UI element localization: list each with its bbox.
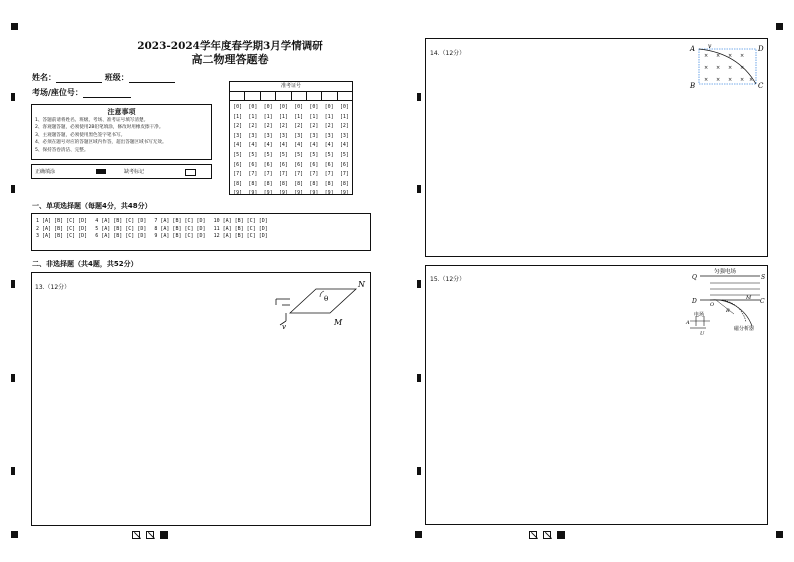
svg-text:×: × xyxy=(704,65,709,71)
digit-bubble[interactable]: [4] xyxy=(233,142,243,149)
q13-N: N xyxy=(358,280,365,289)
digit-bubble[interactable]: [6] xyxy=(339,161,349,168)
q15-title: 匀强电场 xyxy=(714,269,737,275)
choice-item[interactable]: 11 [A] [B] [C] [D] xyxy=(213,225,268,232)
digit-bubble[interactable]: [2] xyxy=(294,123,304,130)
digit-bubble[interactable]: [7] xyxy=(324,171,334,178)
digit-bubble[interactable]: [8] xyxy=(309,180,319,187)
digit-bubble[interactable]: [2] xyxy=(248,123,258,130)
q14-answer-box[interactable] xyxy=(425,38,768,257)
choice-item[interactable]: 12 [A] [B] [C] [D] xyxy=(213,233,268,240)
page-title: 2023-2024学年度春学期3月学情调研 xyxy=(137,40,323,52)
q15-label: 15.（12分） xyxy=(430,276,466,283)
fill-legend xyxy=(31,164,212,179)
exam-number-label: 准考证号 xyxy=(230,82,352,92)
digit-bubble[interactable]: [4] xyxy=(324,142,334,149)
svg-text:×: × xyxy=(704,53,709,59)
q15-answer-box[interactable] xyxy=(425,265,768,525)
choice-grid[interactable] xyxy=(31,213,371,251)
timing-mark xyxy=(11,185,15,193)
timing-mark xyxy=(11,467,15,475)
digit-bubble[interactable]: [6] xyxy=(294,161,304,168)
corner-mark xyxy=(11,23,18,30)
digit-column xyxy=(279,103,288,199)
page-subtitle: 高二物理答题卷 xyxy=(191,53,269,66)
class-field[interactable] xyxy=(129,73,175,83)
notice-item: 4、必须在题号对应的答题区域内作答，超出答题区域书写无效。 xyxy=(35,140,167,146)
digit-bubble[interactable]: [0] xyxy=(263,104,273,110)
q15-O: O xyxy=(710,302,715,308)
digit-bubble[interactable]: [0] xyxy=(339,104,349,110)
notice-item: 1、答题前请将姓名、班级、考场、准考证号填写清楚。 xyxy=(35,118,149,123)
digit-bubble[interactable]: [9] xyxy=(233,190,243,197)
digit-bubble[interactable]: [7] xyxy=(278,171,288,178)
q15-C: C xyxy=(760,298,765,305)
digit-bubble[interactable]: [3] xyxy=(339,132,349,139)
q15-A: A xyxy=(686,320,690,326)
notice-heading: 注意事项 xyxy=(107,108,136,116)
digit-column xyxy=(264,103,273,199)
section2-title: 二、非选择题（共4题，共52分） xyxy=(32,260,138,268)
q13-theta: θ xyxy=(324,295,329,303)
digit-bubble[interactable]: [8] xyxy=(324,180,334,187)
digit-bubble[interactable]: [2] xyxy=(324,123,334,130)
digit-bubble[interactable]: [8] xyxy=(278,180,288,187)
q14-A: A xyxy=(690,45,696,53)
digit-column xyxy=(294,103,303,199)
timing-mark xyxy=(417,280,421,288)
timing-mark xyxy=(417,93,421,101)
digit-bubble[interactable]: [8] xyxy=(294,180,304,187)
q15-S: S xyxy=(761,274,766,281)
digit-bubble[interactable]: [2] xyxy=(339,123,349,130)
digit-bubble[interactable]: [6] xyxy=(278,161,288,168)
digit-bubble[interactable]: [1] xyxy=(294,113,304,120)
digit-bubble[interactable]: [9] xyxy=(309,190,319,197)
choice-row xyxy=(36,226,276,234)
digit-bubble[interactable]: [0] xyxy=(309,104,319,110)
q13-label: 13.（12分） xyxy=(35,284,71,291)
digit-bubble[interactable]: [3] xyxy=(309,132,319,139)
digit-bubble[interactable]: [5] xyxy=(263,151,273,158)
q15-Q: Q xyxy=(692,274,697,281)
digit-bubble[interactable]: [7] xyxy=(294,171,304,178)
digit-bubble[interactable]: [9] xyxy=(278,190,288,197)
digit-bubble[interactable]: [0] xyxy=(278,104,288,110)
svg-text:×: × xyxy=(749,77,754,83)
digit-bubble[interactable]: [8] xyxy=(263,180,273,187)
digit-column xyxy=(325,103,334,199)
notice-item: 5、保持答卷清洁、完整。 xyxy=(35,147,89,153)
digit-bubble[interactable]: [5] xyxy=(294,151,304,158)
digit-bubble[interactable]: [3] xyxy=(233,132,243,139)
seat-label: 考场/座位号： xyxy=(32,87,83,97)
digit-bubble[interactable]: [9] xyxy=(248,190,258,197)
choice-item[interactable]: 6 [A] [B] [C] [D] xyxy=(95,233,147,240)
name-row xyxy=(32,72,175,83)
digit-column xyxy=(233,103,242,199)
exam-number-write-cells[interactable] xyxy=(230,92,352,101)
timing-mark xyxy=(417,185,421,193)
corner-mark xyxy=(415,531,422,538)
notice-box xyxy=(31,104,212,160)
q13-figure xyxy=(268,275,368,331)
digit-bubble[interactable]: [7] xyxy=(248,171,258,178)
digit-bubble[interactable]: [4] xyxy=(339,142,349,149)
digit-bubble[interactable]: [6] xyxy=(233,161,243,168)
svg-text:×: × xyxy=(728,77,733,83)
svg-text:×: × xyxy=(704,77,709,83)
q15-field: 电场 xyxy=(694,312,705,318)
digit-bubble[interactable]: [6] xyxy=(248,161,258,168)
q15-analyzer: 磁分析器 xyxy=(734,326,755,332)
corner-mark xyxy=(776,531,783,538)
q15-M: M xyxy=(746,295,752,301)
digit-bubble[interactable]: [1] xyxy=(248,113,258,120)
digit-bubble[interactable]: [5] xyxy=(309,151,319,158)
digit-bubble[interactable]: [7] xyxy=(233,171,243,178)
digit-bubble[interactable]: [0] xyxy=(294,104,304,110)
digit-bubble[interactable]: [4] xyxy=(263,142,273,149)
q15-D: D xyxy=(692,298,697,305)
timing-mark xyxy=(417,374,421,382)
q15-figure xyxy=(676,266,766,338)
digit-bubble[interactable]: [8] xyxy=(248,180,258,187)
digit-bubble[interactable]: [6] xyxy=(324,161,334,168)
digit-bubble[interactable]: [2] xyxy=(278,123,288,130)
section1-title: 一、单项选择题（每题4分，共48分） xyxy=(32,202,152,210)
digit-bubble[interactable]: [4] xyxy=(309,142,319,149)
timing-mark xyxy=(11,280,15,288)
digit-bubble[interactable]: [1] xyxy=(339,113,349,120)
digit-bubble[interactable]: [1] xyxy=(263,113,273,120)
q14-C: C xyxy=(758,82,764,90)
name-label: 姓名： xyxy=(32,72,56,82)
digit-bubble[interactable]: [0] xyxy=(324,104,334,110)
svg-text:×: × xyxy=(740,77,745,83)
digit-bubble[interactable]: [4] xyxy=(248,142,258,149)
digit-bubble[interactable]: [9] xyxy=(339,190,349,197)
svg-text:×: × xyxy=(716,53,721,59)
svg-text:×: × xyxy=(740,65,745,71)
digit-bubble[interactable]: [3] xyxy=(324,132,334,139)
digit-bubble[interactable]: [7] xyxy=(263,171,273,178)
choice-item[interactable]: 7 [A] [B] [C] [D] xyxy=(154,218,206,224)
svg-text:×: × xyxy=(740,53,745,59)
choice-row xyxy=(36,233,276,241)
exam-number-grid xyxy=(229,81,353,195)
digit-column xyxy=(340,103,349,199)
timing-mark xyxy=(11,374,15,382)
q15-R: R xyxy=(726,308,730,314)
choice-row xyxy=(36,218,276,226)
digit-bubble[interactable]: [5] xyxy=(248,151,258,158)
digit-bubbles[interactable] xyxy=(230,101,352,199)
svg-text:×: × xyxy=(728,53,733,59)
seat-field[interactable] xyxy=(83,88,131,98)
digit-bubble[interactable]: [2] xyxy=(309,123,319,130)
digit-bubble[interactable]: [1] xyxy=(278,113,288,120)
q13-M: M xyxy=(334,318,343,327)
choice-item[interactable]: 8 [A] [B] [C] [D] xyxy=(154,225,206,232)
digit-bubble[interactable]: [9] xyxy=(324,190,334,197)
footer-mark xyxy=(543,531,551,539)
digit-bubble[interactable]: [2] xyxy=(233,123,243,130)
name-field[interactable] xyxy=(56,73,102,83)
timing-mark xyxy=(417,467,421,475)
svg-text:×: × xyxy=(716,77,721,83)
footer-mark xyxy=(146,531,154,539)
digit-column xyxy=(309,103,318,199)
digit-bubble[interactable]: [2] xyxy=(263,123,273,130)
choice-item[interactable]: 2 [A] [B] [C] [D] xyxy=(36,225,88,232)
digit-bubble[interactable]: [5] xyxy=(324,151,334,158)
q14-v: v xyxy=(708,43,712,50)
digit-bubble[interactable]: [3] xyxy=(248,132,258,139)
choice-item[interactable]: 5 [A] [B] [C] [D] xyxy=(95,225,147,232)
q15-U: U xyxy=(700,331,705,337)
notice-item: 2、客观题答题，必须使用2B铅笔填涂，修改时用橡皮擦干净。 xyxy=(35,125,164,131)
seat-row xyxy=(32,87,131,98)
digit-bubble[interactable]: [8] xyxy=(339,180,349,187)
svg-text:×: × xyxy=(728,65,733,71)
svg-text:×: × xyxy=(716,65,721,71)
digit-bubble[interactable]: [1] xyxy=(324,113,334,120)
absent-mark-label: 缺考标记 xyxy=(124,169,145,175)
choice-item[interactable]: 4 [A] [B] [C] [D] xyxy=(95,218,147,224)
footer-mark xyxy=(160,531,168,539)
digit-bubble[interactable]: [4] xyxy=(294,142,304,149)
correct-fill-label: 正确填涂 xyxy=(35,169,56,175)
q13-v: v xyxy=(282,323,286,331)
choice-item[interactable]: 10 [A] [B] [C] [D] xyxy=(213,218,268,224)
digit-bubble[interactable]: [3] xyxy=(294,132,304,139)
digit-bubble[interactable]: [3] xyxy=(278,132,288,139)
digit-bubble[interactable]: [5] xyxy=(278,151,288,158)
footer-mark xyxy=(529,531,537,539)
digit-bubble[interactable]: [9] xyxy=(263,190,273,197)
corner-mark xyxy=(776,23,783,30)
digit-bubble[interactable]: [7] xyxy=(309,171,319,178)
choice-item[interactable]: 9 [A] [B] [C] [D] xyxy=(154,233,206,240)
q13-answer-box[interactable] xyxy=(31,272,371,526)
timing-mark xyxy=(11,93,15,101)
q14-D: D xyxy=(758,45,764,53)
absent-mark-box[interactable] xyxy=(185,169,196,176)
digit-bubble[interactable]: [7] xyxy=(339,171,349,178)
digit-bubble[interactable]: [0] xyxy=(233,104,243,110)
choice-item[interactable]: 1 [A] [B] [C] [D] xyxy=(36,218,88,224)
digit-bubble[interactable]: [4] xyxy=(278,142,288,149)
digit-bubble[interactable]: [6] xyxy=(309,161,319,168)
digit-bubble[interactable]: [6] xyxy=(263,161,273,168)
digit-bubble[interactable]: [5] xyxy=(233,151,243,158)
corner-mark xyxy=(11,531,18,538)
digit-bubble[interactable]: [9] xyxy=(294,190,304,197)
digit-bubble[interactable]: [0] xyxy=(248,104,258,110)
digit-bubble[interactable]: [3] xyxy=(263,132,273,139)
digit-bubble[interactable]: [1] xyxy=(309,113,319,120)
q14-B: B xyxy=(690,82,696,90)
class-label: 班级： xyxy=(104,72,129,82)
correct-fill-sample xyxy=(96,169,106,174)
notice-item: 3、主观题答题，必须使用黑色签字笔书写。 xyxy=(35,132,126,138)
q14-figure xyxy=(688,41,764,91)
digit-bubble[interactable]: [1] xyxy=(233,113,243,120)
footer-mark xyxy=(132,531,140,539)
footer-mark xyxy=(557,531,565,539)
choice-item[interactable]: 3 [A] [B] [C] [D] xyxy=(36,233,88,240)
digit-column xyxy=(248,103,257,199)
digit-bubble[interactable]: [5] xyxy=(339,151,349,158)
digit-bubble[interactable]: [8] xyxy=(233,180,243,187)
q14-label: 14.（12分） xyxy=(430,50,466,57)
